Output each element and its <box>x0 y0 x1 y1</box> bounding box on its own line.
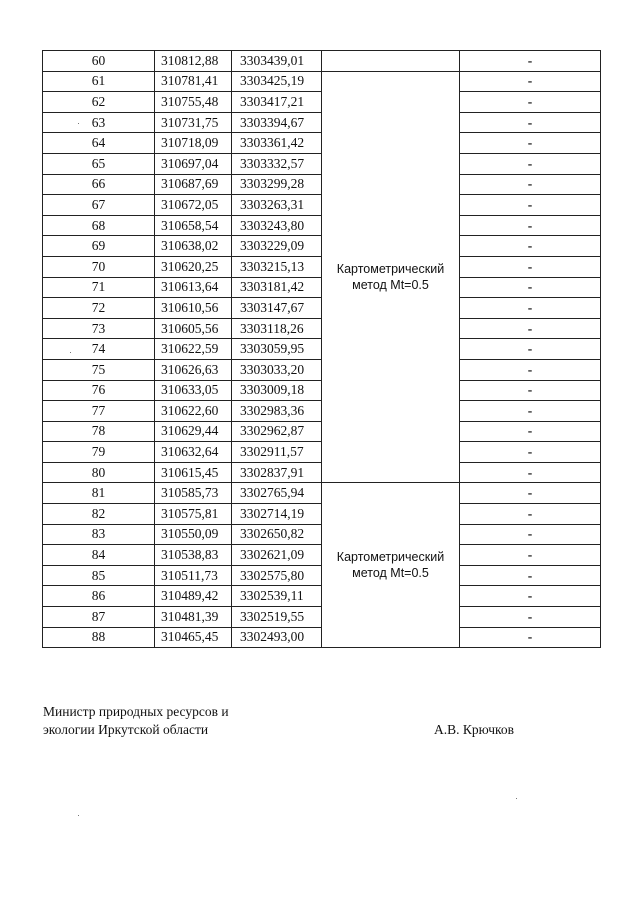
position-line-1: Министр природных ресурсов и <box>43 704 229 719</box>
coordinate-y: 3303361,42 <box>232 133 322 154</box>
accuracy-dash: - <box>460 174 601 195</box>
coordinate-x: 310781,41 <box>155 71 232 92</box>
coordinate-x: 310672,05 <box>155 195 232 216</box>
accuracy-dash: - <box>460 586 601 607</box>
point-number: 81 <box>43 483 155 504</box>
point-number: 67 <box>43 195 155 216</box>
accuracy-dash: - <box>460 71 601 92</box>
coordinate-x: 310575,81 <box>155 504 232 525</box>
coordinate-y: 3302714,19 <box>232 504 322 525</box>
coordinate-y: 3303394,67 <box>232 112 322 133</box>
coordinate-x: 310658,54 <box>155 215 232 236</box>
coordinate-y: 3303215,13 <box>232 256 322 277</box>
scan-speck <box>70 352 71 353</box>
coordinate-x: 310622,60 <box>155 401 232 422</box>
coordinate-x: 310465,45 <box>155 627 232 648</box>
method-cell <box>322 71 460 483</box>
accuracy-dash: - <box>460 215 601 236</box>
coordinate-x: 310511,73 <box>155 565 232 586</box>
coordinate-x: 310605,56 <box>155 318 232 339</box>
coordinate-x: 310481,39 <box>155 607 232 628</box>
position-line-2: экологии Иркутской области <box>43 722 209 737</box>
coordinate-x: 310638,02 <box>155 236 232 257</box>
method-line-1: Картометрический <box>336 262 445 277</box>
method-line-2: метод Mt=0.5 <box>352 278 429 293</box>
point-number: 64 <box>43 133 155 154</box>
point-number: 87 <box>43 607 155 628</box>
point-number: 61 <box>43 71 155 92</box>
point-number: 82 <box>43 504 155 525</box>
coordinate-x: 310613,64 <box>155 277 232 298</box>
point-number: 65 <box>43 153 155 174</box>
coordinate-y: 3302519,55 <box>232 607 322 628</box>
coordinate-x: 310620,25 <box>155 256 232 277</box>
accuracy-dash: - <box>460 92 601 113</box>
coordinate-y: 3302650,82 <box>232 524 322 545</box>
point-number: 85 <box>43 565 155 586</box>
coordinate-x: 310622,59 <box>155 339 232 360</box>
coordinate-y: 3302983,36 <box>232 401 322 422</box>
accuracy-dash: - <box>460 627 601 648</box>
accuracy-dash: - <box>460 421 601 442</box>
coordinate-y: 3302911,57 <box>232 442 322 463</box>
coordinate-x: 310731,75 <box>155 112 232 133</box>
coordinate-x: 310610,56 <box>155 298 232 319</box>
coordinate-y: 3302765,94 <box>232 483 322 504</box>
coordinate-x: 310755,48 <box>155 92 232 113</box>
accuracy-dash: - <box>460 153 601 174</box>
point-number: 80 <box>43 462 155 483</box>
accuracy-dash: - <box>460 133 601 154</box>
coordinates-table <box>42 50 601 648</box>
accuracy-dash: - <box>460 339 601 360</box>
accuracy-dash: - <box>460 298 601 319</box>
coordinate-x: 310550,09 <box>155 524 232 545</box>
point-number: 84 <box>43 545 155 566</box>
point-number: 70 <box>43 256 155 277</box>
point-number: 73 <box>43 318 155 339</box>
coordinate-y: 3302539,11 <box>232 586 322 607</box>
coordinate-y: 3303147,67 <box>232 298 322 319</box>
point-number: 69 <box>43 236 155 257</box>
method-cell-empty <box>322 51 460 72</box>
coordinate-y: 3303033,20 <box>232 359 322 380</box>
coordinate-x: 310489,42 <box>155 586 232 607</box>
point-number: 86 <box>43 586 155 607</box>
coordinate-x: 310687,69 <box>155 174 232 195</box>
point-number: 68 <box>43 215 155 236</box>
table-row <box>43 483 601 504</box>
table-row <box>43 71 601 92</box>
point-number: 79 <box>43 442 155 463</box>
point-number: 71 <box>43 277 155 298</box>
method-line-1: Картометрический <box>336 550 445 565</box>
coordinate-x: 310697,04 <box>155 153 232 174</box>
scan-speck <box>78 815 79 816</box>
coordinate-y: 3303118,26 <box>232 318 322 339</box>
point-number: 63 <box>43 112 155 133</box>
coordinate-y: 3303425,19 <box>232 71 322 92</box>
coordinate-y: 3303229,09 <box>232 236 322 257</box>
coordinate-y: 3303332,57 <box>232 153 322 174</box>
coordinate-y: 3302962,87 <box>232 421 322 442</box>
coordinate-x: 310633,05 <box>155 380 232 401</box>
point-number: 62 <box>43 92 155 113</box>
coordinate-y: 3302621,09 <box>232 545 322 566</box>
coordinate-y: 3302493,00 <box>232 627 322 648</box>
point-number: 76 <box>43 380 155 401</box>
scan-speck <box>516 798 517 799</box>
point-number: 66 <box>43 174 155 195</box>
coordinate-y: 3303181,42 <box>232 277 322 298</box>
coordinate-y: 3303299,28 <box>232 174 322 195</box>
coordinate-x: 310718,09 <box>155 133 232 154</box>
accuracy-dash: - <box>460 504 601 525</box>
coordinate-x: 310629,44 <box>155 421 232 442</box>
accuracy-dash: - <box>460 112 601 133</box>
signatory-name: А.В. Крючков <box>434 722 514 737</box>
coordinate-y: 3303059,95 <box>232 339 322 360</box>
coordinate-x: 310585,73 <box>155 483 232 504</box>
point-number: 60 <box>43 51 155 72</box>
coordinate-y: 3303417,21 <box>232 92 322 113</box>
scan-speck <box>78 123 79 124</box>
point-number: 75 <box>43 359 155 380</box>
coordinate-x: 310626,63 <box>155 359 232 380</box>
point-number: 78 <box>43 421 155 442</box>
coordinate-x: 310632,64 <box>155 442 232 463</box>
method-line-2: метод Mt=0.5 <box>352 566 429 581</box>
coordinate-y: 3303439,01 <box>232 51 322 72</box>
accuracy-dash: - <box>460 236 601 257</box>
accuracy-dash: - <box>460 256 601 277</box>
signatory-position <box>43 703 229 739</box>
coordinate-y: 3303009,18 <box>232 380 322 401</box>
coordinate-y: 3302837,91 <box>232 462 322 483</box>
accuracy-dash: - <box>460 607 601 628</box>
table-row <box>43 51 601 72</box>
point-number: 88 <box>43 627 155 648</box>
accuracy-dash: - <box>460 359 601 380</box>
point-number: 83 <box>43 524 155 545</box>
point-number: 72 <box>43 298 155 319</box>
coordinate-y: 3303263,31 <box>232 195 322 216</box>
accuracy-dash: - <box>460 545 601 566</box>
accuracy-dash: - <box>460 195 601 216</box>
point-number: 77 <box>43 401 155 422</box>
accuracy-dash: - <box>460 565 601 586</box>
accuracy-dash: - <box>460 524 601 545</box>
method-cell <box>322 483 460 648</box>
coordinate-y: 3303243,80 <box>232 215 322 236</box>
accuracy-dash: - <box>460 51 601 72</box>
point-number: 74 <box>43 339 155 360</box>
accuracy-dash: - <box>460 277 601 298</box>
coordinate-x: 310538,83 <box>155 545 232 566</box>
accuracy-dash: - <box>460 483 601 504</box>
accuracy-dash: - <box>460 462 601 483</box>
accuracy-dash: - <box>460 318 601 339</box>
accuracy-dash: - <box>460 401 601 422</box>
coordinate-y: 3302575,80 <box>232 565 322 586</box>
coordinate-x: 310812,88 <box>155 51 232 72</box>
accuracy-dash: - <box>460 380 601 401</box>
coordinate-x: 310615,45 <box>155 462 232 483</box>
accuracy-dash: - <box>460 442 601 463</box>
